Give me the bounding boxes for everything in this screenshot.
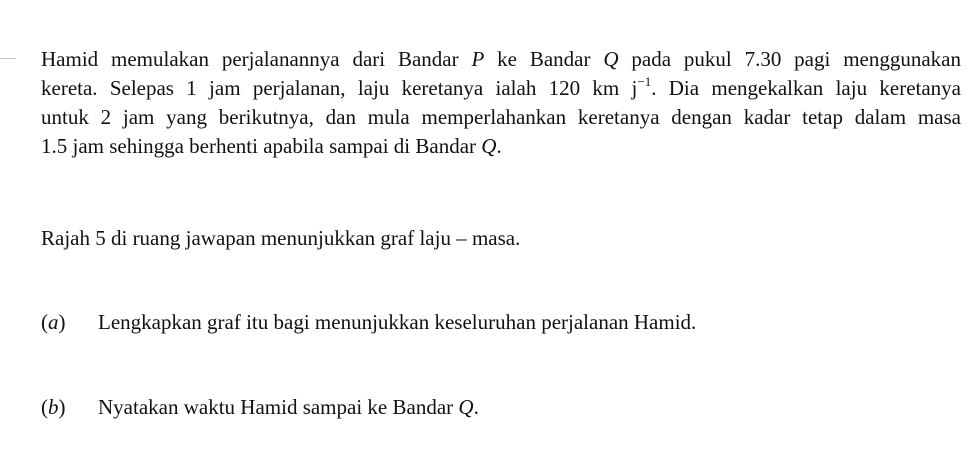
variable-letter: Q: [603, 47, 619, 71]
question-a: [41, 308, 696, 337]
label-open: (: [41, 310, 48, 334]
label-close: ): [58, 310, 66, 334]
label-letter: b: [48, 395, 59, 419]
problem-line-2-text: kereta. Selepas 1 jam perjalanan, laju keretanya ialah 120 km j: [41, 76, 638, 100]
label-letter: a: [48, 310, 59, 334]
problem-line-1: Hamid memulakan perjalanannya dari Bandar P ke Bandar Q pada pukul 7.30 pagi menggunakan: [41, 47, 961, 71]
question-b-label: [41, 393, 98, 422]
question-b-text: Nyatakan waktu Hamid sampai ke Bandar Q.: [98, 395, 479, 419]
variable-letter: Q: [481, 134, 497, 158]
question-a-text: Lengkapkan graf itu bagi menunjukkan keseluruhan perjalanan Hamid.: [98, 310, 697, 334]
question-b: [41, 393, 479, 422]
label-open: (: [41, 395, 48, 419]
problem-line-4: 1.5 jam sehingga berhenti apabila sampai di Bandar Q.: [41, 134, 502, 158]
problem-line-2-rest: . Dia mengekalkan laju keretanya: [651, 76, 961, 100]
problem-line-3: untuk 2 jam yang berikutnya, dan mula memperlahankan keretanya dengan kadar tetap dalam masa: [41, 105, 961, 129]
problem-line-2: [41, 74, 961, 103]
diagram-statement: Rajah 5 di ruang jawapan menunjukkan graf laju – masa.: [41, 226, 521, 250]
unit-exponent: −1: [637, 74, 652, 89]
variable-letter: P: [471, 47, 485, 71]
label-close: ): [58, 395, 66, 419]
question-a-label: [41, 308, 98, 337]
problem-paragraph: [41, 45, 961, 161]
variable-letter: Q: [458, 395, 474, 419]
margin-rule: [0, 58, 16, 59]
